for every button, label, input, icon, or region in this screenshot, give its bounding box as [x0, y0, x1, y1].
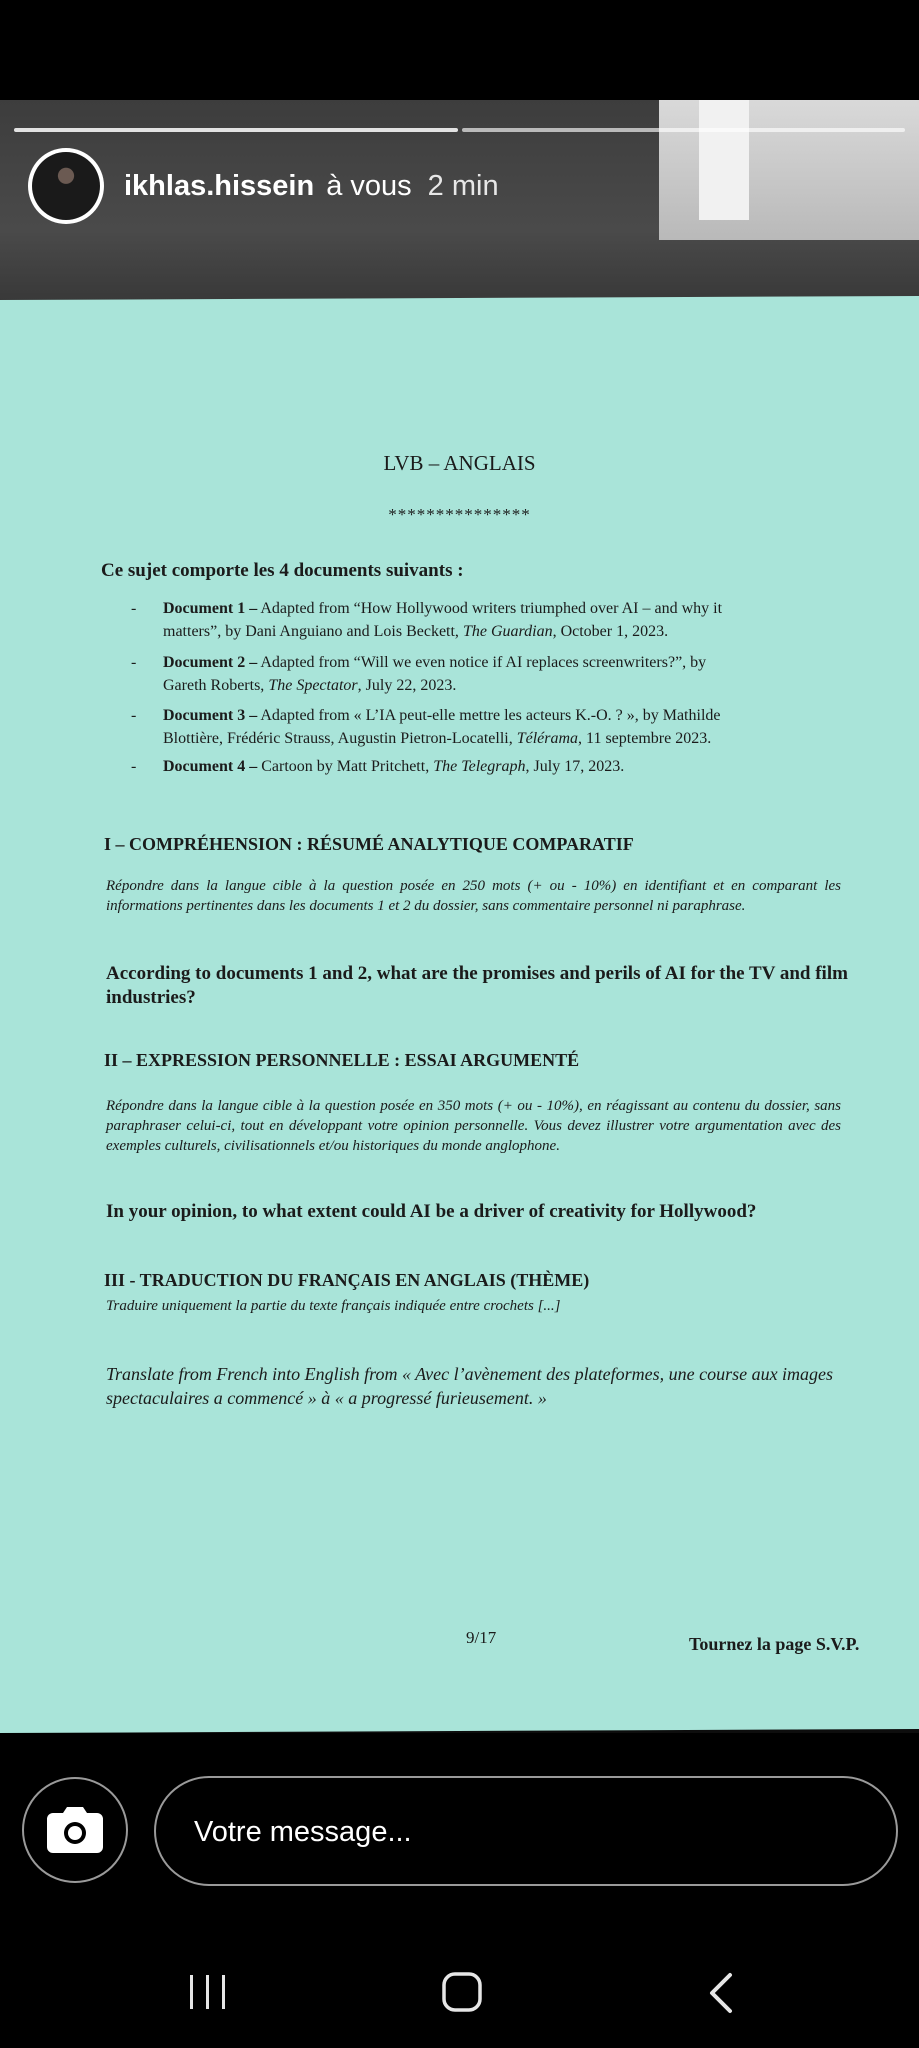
title-separator: *************** — [388, 505, 531, 524]
recent-apps-icon[interactable] — [186, 1974, 230, 2010]
message-input[interactable] — [154, 1776, 898, 1886]
document-intro: Ce sujet comporte les 4 documents suivants : — [101, 560, 464, 581]
avatar[interactable] — [28, 148, 104, 224]
turn-page-note: Tournez la page S.V.P. — [689, 1634, 860, 1654]
camera-icon — [45, 1807, 105, 1853]
avatar-image — [32, 152, 100, 220]
section-1-question: According to documents 1 and 2, what are the promises and perils of AI for the TV and film industries? — [106, 963, 848, 1008]
section-2-question: In your opinion, to what extent could AI be a driver of creativity for Hollywood? — [106, 1201, 757, 1222]
story-progress-bar-2 — [462, 128, 905, 132]
section-3-question: Translate from French into English from « Avec l’avènement des plateformes, une course aux images spectaculaires a commencé » à « a progressé furieusement. » — [106, 1364, 834, 1408]
section-2-instruction: Répondre dans la langue cible à la question posée en 350 mots (+ ou - 10%), en réagissant au contenu du dossier, sans paraphraser celui-ci, tout en développant votre opinion personnelle. Vous devez illustrer votre argumentation avec des exemples culturels, civilisationnels et/ou historiques du monde anglophone. — [106, 1098, 841, 1154]
section-1-instruction: Répondre dans la langue cible à la question posée en 250 mots (+ ou - 10%) en identifiant et en comparant les informations pertinentes dans les documents 1 et 2 du dossier, sans commentaire personnel ni paraphrase. — [106, 878, 841, 914]
section-1-heading: I – COMPRÉHENSION : RÉSUMÉ ANALYTIQUE COMPARATIF — [104, 834, 634, 854]
background-door — [699, 100, 749, 220]
story-progress-bar-1 — [14, 128, 458, 132]
document-title: LVB – ANGLAIS — [383, 451, 536, 475]
system-navigation-bar — [0, 1944, 919, 2048]
background-wall — [659, 100, 919, 240]
home-icon[interactable] — [442, 1972, 482, 2012]
story-timestamp: 2 min — [427, 169, 499, 202]
page-number: 9/17 — [466, 1628, 497, 1647]
section-3-heading: III - TRADUCTION DU FRANÇAIS EN ANGLAIS (THÈME) — [104, 1270, 590, 1290]
camera-button[interactable] — [22, 1777, 128, 1883]
section-3-instruction: Traduire uniquement la partie du texte français indiquée entre crochets [...] — [106, 1298, 561, 1314]
story-header — [28, 148, 499, 224]
username[interactable]: ikhlas.hissein — [124, 169, 315, 202]
message-placeholder: Votre message... — [194, 1816, 412, 1848]
back-icon[interactable] — [706, 1972, 736, 2014]
audience-label: à vous — [326, 169, 412, 202]
section-2-heading: II – EXPRESSION PERSONNELLE : ESSAI ARGUMENTÉ — [104, 1050, 580, 1070]
